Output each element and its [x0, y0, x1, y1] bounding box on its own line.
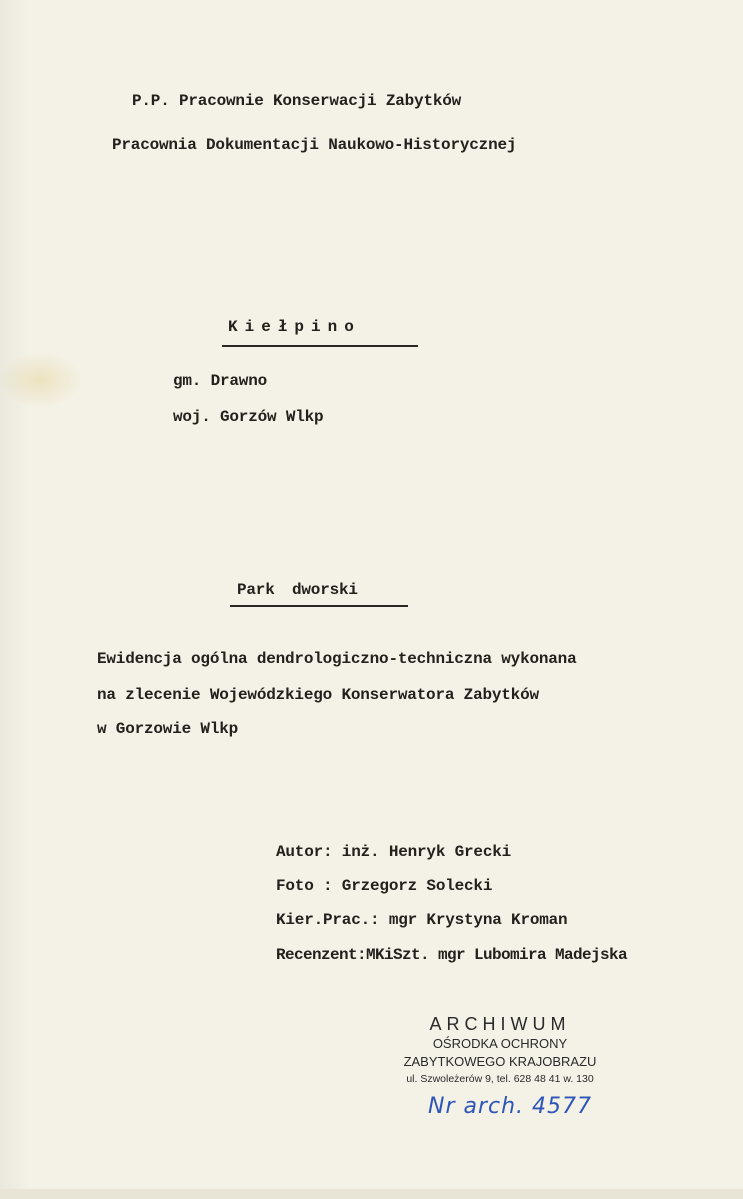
- place-name-underline: [222, 345, 418, 347]
- stamp-line-4: ul. Szwoleżerów 9, tel. 628 48 41 w. 130: [406, 1073, 594, 1085]
- commune: gm. Drawno: [173, 372, 268, 390]
- stamp-line-1: ARCHIWUM: [429, 1014, 571, 1034]
- voivodeship: woj. Gorzów Wlkp: [173, 408, 324, 426]
- handwritten-archive-number: Nr arch. 4577: [428, 1094, 593, 1119]
- subject-title: Park dworski: [237, 581, 358, 599]
- stamp-line-2: OŚRODKA OCHRONY: [432, 1036, 568, 1051]
- description-line-3: w Gorzowie Wlkp: [97, 720, 239, 738]
- subject-title-underline: [230, 605, 408, 607]
- place-name: Kiełpino: [228, 318, 361, 336]
- description-line-1: Ewidencja ogólna dendrologiczno-techniczna wykonana: [97, 650, 577, 668]
- stamp-line-3: ZABYTKOWEGO KRAJOBRAZU: [403, 1054, 597, 1069]
- head-credit: Kier.Prac.: mgr Krystyna Kroman: [276, 911, 568, 929]
- page-bottom-edge: [0, 1189, 743, 1199]
- description-line-2: na zlecenie Wojewódzkiego Konserwatora Zabytków: [97, 686, 539, 704]
- archive-stamp: [385, 1013, 615, 1087]
- author-credit: Autor: inż. Henryk Grecki: [276, 843, 512, 861]
- reviewer-credit: Recenzent:MKiSzt. mgr Lubomira Madejska: [276, 946, 628, 964]
- institution-name: P.P. Pracownie Konserwacji Zabytków: [132, 92, 462, 110]
- photo-credit: Foto : Grzegorz Solecki: [276, 877, 493, 895]
- department-name: Pracownia Dokumentacji Naukowo-Historycznej: [112, 136, 517, 154]
